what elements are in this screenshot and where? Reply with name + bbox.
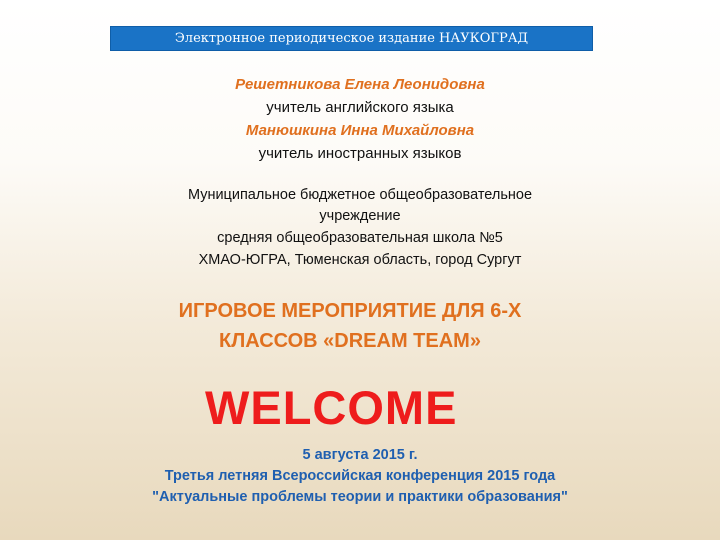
school-line-3: средняя общеобразовательная школа №5 [217,230,503,246]
author-role-2: учитель иностранных языков [258,145,462,162]
school-line-2: учреждение [319,208,401,224]
author-name-1: Решетникова Елена Леонидовна [235,76,485,93]
author-name-2: Манюшкина Инна Михайловна [245,122,475,139]
author-role-1: учитель английского языка [266,99,454,116]
school-line-4: ХМАО-ЮГРА, Тюменская область, город Сургут [198,252,522,268]
event-title-line-1: ИГРОВОЕ МЕРОПРИЯТИЕ ДЛЯ 6-Х [178,300,522,322]
banner-text: Электронное периодическое издание НАУКОГРАД [174,31,529,46]
event-title-line-2: КЛАССОВ «DREAM TEAM» [219,330,481,352]
welcome-heading: WELCOME [205,381,458,434]
conference-name: Третья летняя Всероссийская конференция 2015 года [164,468,556,484]
conference-topic: "Актуальные проблемы теории и практики образования" [152,489,568,505]
conference-date: 5 августа 2015 г. [302,447,418,463]
publication-banner [110,26,593,51]
school-line-1: Муниципальное бюджетное общеобразовательное [187,187,533,203]
